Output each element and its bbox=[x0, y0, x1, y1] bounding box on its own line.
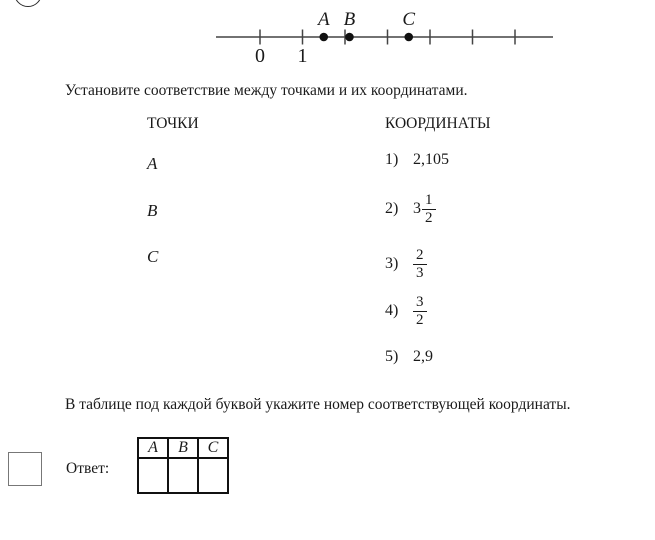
fraction-numerator: 2 bbox=[416, 246, 424, 263]
coordinate-number: 5) bbox=[385, 348, 399, 365]
fraction-denominator: 2 bbox=[422, 209, 436, 226]
fraction bbox=[413, 248, 427, 281]
answer-mark-square bbox=[8, 452, 42, 486]
fraction-denominator: 2 bbox=[413, 311, 427, 328]
point-dot bbox=[319, 33, 328, 42]
answer-header-a: A bbox=[138, 438, 168, 458]
coordinate-item-5 bbox=[385, 348, 433, 366]
coordinate-item-4 bbox=[385, 292, 427, 330]
coordinate-item-3 bbox=[385, 245, 427, 283]
coordinate-item-1 bbox=[385, 151, 449, 169]
fraction bbox=[422, 193, 436, 226]
instruction-match: Установите соответствие между точками и их координатами. bbox=[65, 82, 468, 99]
mixed-number-whole: 3 bbox=[413, 200, 421, 217]
answer-table-header-row bbox=[138, 438, 228, 458]
answer-header-c: C bbox=[198, 438, 228, 458]
answer-cell-c[interactable] bbox=[198, 458, 228, 493]
fraction-denominator: 3 bbox=[413, 264, 427, 281]
point-label: B bbox=[343, 9, 356, 30]
coordinate-value: 2,9 bbox=[413, 348, 433, 365]
point-dot bbox=[404, 33, 413, 42]
axis-tick-label: 0 bbox=[255, 45, 265, 67]
fraction-numerator: 1 bbox=[425, 191, 433, 208]
fraction bbox=[413, 295, 427, 328]
coordinate-item-2 bbox=[385, 190, 436, 228]
point-item-b: B bbox=[147, 201, 158, 220]
answer-header-b: B bbox=[168, 438, 198, 458]
coordinate-value: 2,105 bbox=[413, 151, 449, 168]
points-header: ТОЧКИ bbox=[147, 115, 199, 132]
coordinate-number: 4) bbox=[385, 302, 399, 319]
problem-number-circle bbox=[14, 0, 42, 7]
point-label: C bbox=[402, 9, 416, 30]
point-label: A bbox=[317, 9, 330, 30]
answer-table bbox=[137, 437, 229, 494]
coords-header: КООРДИНАТЫ bbox=[385, 115, 491, 132]
answer-label: Ответ: bbox=[66, 460, 110, 477]
instruction-table: В таблице под каждой буквой укажите номер соответствующей координаты. bbox=[65, 396, 571, 413]
point-item-a: A bbox=[147, 154, 158, 173]
fraction-numerator: 3 bbox=[416, 293, 424, 310]
point-dot bbox=[345, 33, 354, 42]
answer-table-input-row bbox=[138, 458, 228, 493]
coordinate-number: 1) bbox=[385, 151, 399, 168]
axis-tick-label: 1 bbox=[297, 45, 308, 67]
coordinate-number: 2) bbox=[385, 200, 399, 217]
point-item-c: C bbox=[147, 247, 159, 266]
number-line bbox=[200, 0, 560, 70]
answer-cell-b[interactable] bbox=[168, 458, 198, 493]
answer-cell-a[interactable] bbox=[138, 458, 168, 493]
coordinate-number: 3) bbox=[385, 255, 399, 272]
